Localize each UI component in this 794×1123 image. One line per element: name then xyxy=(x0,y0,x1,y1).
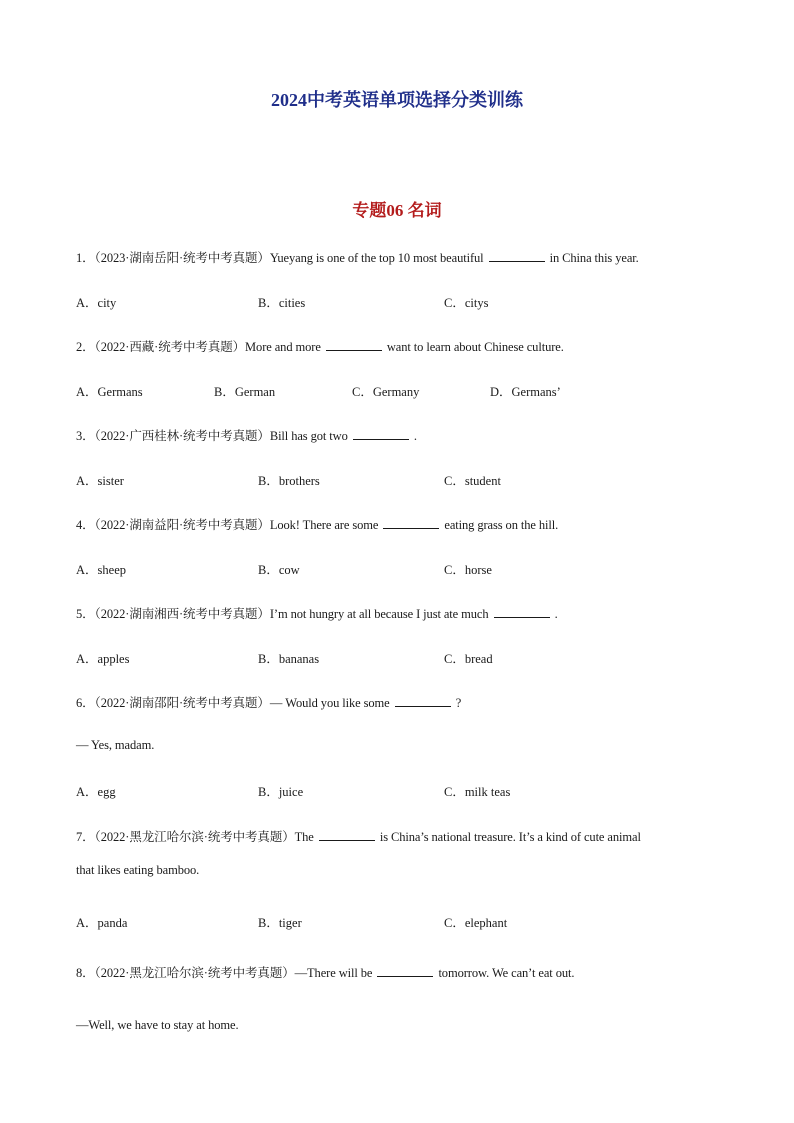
question-2 xyxy=(76,337,564,355)
option-c: C．horse xyxy=(444,563,492,577)
question-text: 2．（2022·西藏·统考中考真题）More and more xyxy=(76,340,321,354)
question-7 xyxy=(76,827,641,845)
question-8-reply: —Well, we have to stay at home. xyxy=(76,1018,239,1032)
question-text-end: in China this year. xyxy=(549,251,639,265)
document-title: 2024中考英语单项选择分类训练 xyxy=(271,90,523,110)
option-b: B．brothers xyxy=(258,474,320,488)
question-text-end: . xyxy=(554,607,558,621)
question-text: 6．（2022·湖南邵阳·统考中考真题）— Would you like some xyxy=(76,696,390,710)
option-a: A．Germans xyxy=(76,385,143,399)
option-a: A．panda xyxy=(76,916,128,930)
option-c: C．Germany xyxy=(352,385,420,399)
option-a: A．egg xyxy=(76,785,116,799)
answer-blank xyxy=(494,607,550,618)
option-a: A．sheep xyxy=(76,563,126,577)
answer-blank xyxy=(353,429,409,440)
option-c: C．milk teas xyxy=(444,785,511,799)
option-b: B．juice xyxy=(258,785,304,799)
answer-blank xyxy=(383,518,439,529)
section-title: 专题06 名词 xyxy=(352,201,442,220)
answer-blank xyxy=(326,340,382,351)
question-text-end: want to learn about Chinese culture. xyxy=(386,340,564,354)
question-1 xyxy=(76,248,639,266)
option-a: A．city xyxy=(76,296,117,310)
question-text: 7．（2022·黑龙江哈尔滨·统考中考真题）The xyxy=(76,830,314,844)
question-3 xyxy=(76,426,417,444)
question-text-end: . xyxy=(413,429,417,443)
option-b: B．German xyxy=(214,385,276,399)
question-text-end: ? xyxy=(455,696,462,710)
question-4 xyxy=(76,515,558,533)
option-b: B．cities xyxy=(258,296,306,310)
question-text: 1．（2023·湖南岳阳·统考中考真题）Yueyang is one of the top 10 most beautiful xyxy=(76,251,484,265)
question-text: 8．（2022·黑龙江哈尔滨·统考中考真题）—There will be xyxy=(76,966,373,980)
question-text-end: tomorrow. We can’t eat out. xyxy=(438,966,575,980)
option-a: A．sister xyxy=(76,474,124,488)
option-c: C．citys xyxy=(444,296,489,310)
option-d: D．Germans’ xyxy=(490,385,561,399)
question-7-continued: that likes eating bamboo. xyxy=(76,863,200,877)
option-a: A．apples xyxy=(76,652,130,666)
question-6 xyxy=(76,693,461,711)
question-8 xyxy=(76,963,574,981)
answer-blank xyxy=(395,696,451,707)
option-c: C．elephant xyxy=(444,916,508,930)
option-c: C．student xyxy=(444,474,501,488)
question-5 xyxy=(76,604,558,622)
option-b: B．tiger xyxy=(258,916,302,930)
question-6-reply: — Yes, madam. xyxy=(76,738,155,752)
question-text: 4．（2022·湖南益阳·统考中考真题）Look! There are some xyxy=(76,518,379,532)
question-text-end: is China’s national treasure. It’s a kind of cute animal xyxy=(379,830,641,844)
option-b: B．cow xyxy=(258,563,300,577)
question-text: 5．（2022·湖南湘西·统考中考真题）I’m not hungry at all because I just ate much xyxy=(76,607,489,621)
answer-blank xyxy=(377,966,433,977)
option-b: B．bananas xyxy=(258,652,320,666)
question-text-end: eating grass on the hill. xyxy=(444,518,559,532)
option-c: C．bread xyxy=(444,652,493,666)
answer-blank xyxy=(319,830,375,841)
question-text: 3．（2022·广西桂林·统考中考真题）Bill has got two xyxy=(76,429,348,443)
answer-blank xyxy=(489,251,545,262)
